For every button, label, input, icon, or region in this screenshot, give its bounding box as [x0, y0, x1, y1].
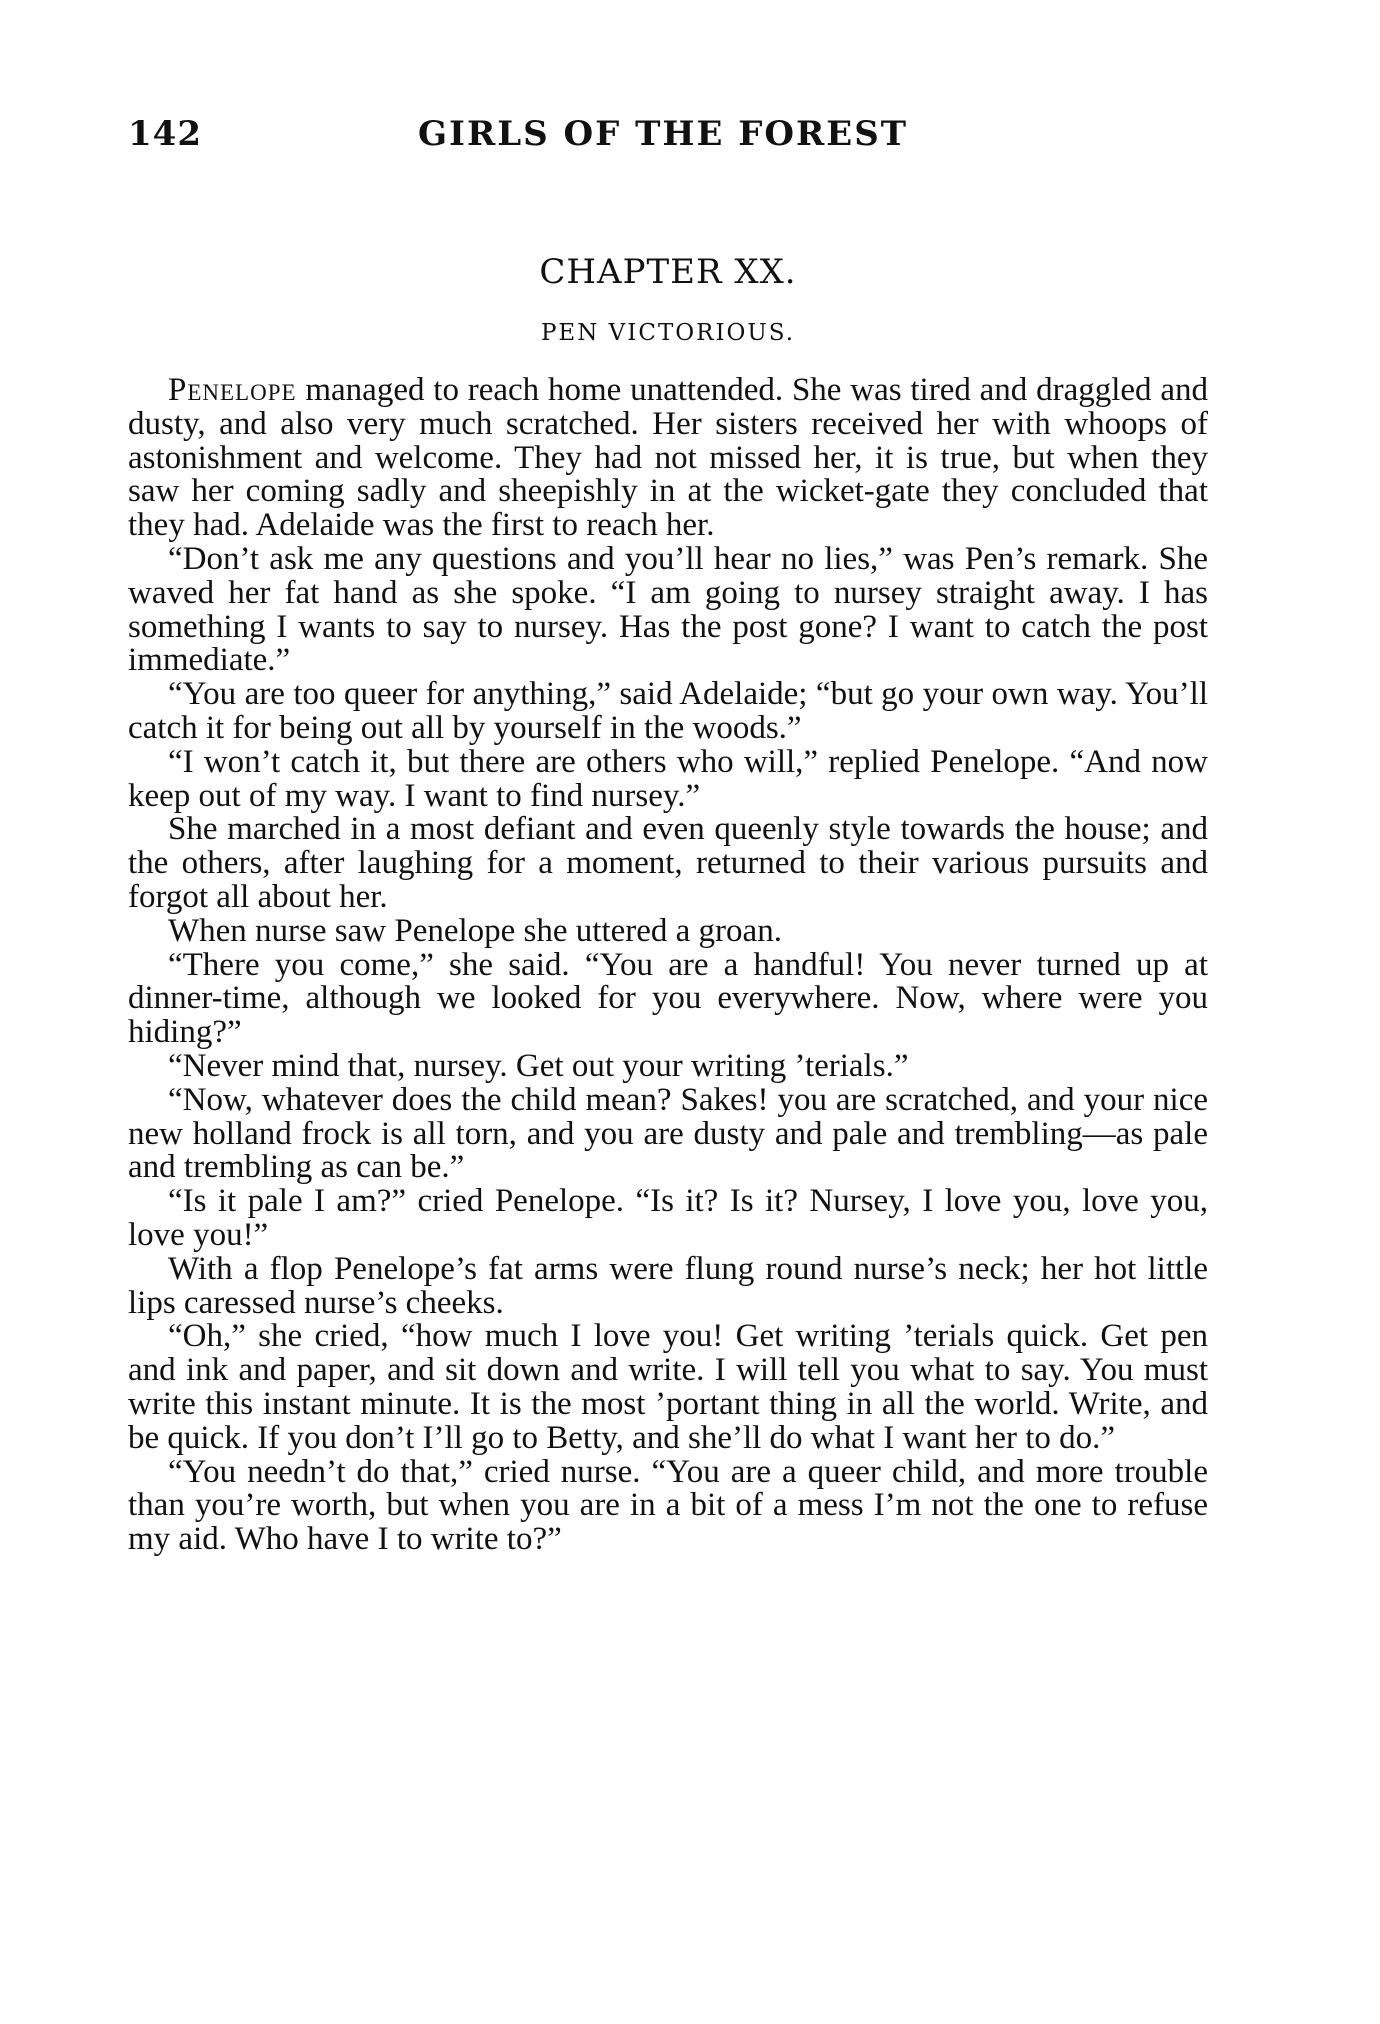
book-page	[128, 108, 1208, 1557]
paragraph: When nurse saw Penelope she uttered a groan.	[168, 912, 782, 949]
chapter-subtitle: PEN VICTORIOUS.	[540, 320, 796, 346]
paragraph: She marched in a most defiant and even queenly style towards the house; and the others, after laughing for a moment, returned to their various pursuits and forgot all about her.	[128, 811, 1208, 915]
paragraph-lead-word: Penelope	[168, 372, 297, 408]
chapter-body	[128, 374, 1208, 1557]
paragraph: “You are too queer for anything,” said Adelaide; “but go your own way. You’ll catch it for being out all by yourself in the woods.”	[128, 676, 1208, 746]
paragraph: “Don’t ask me any questions and you’ll hear no lies,” was Pen’s remark. She waved her fat hand as she spoke. “I am going to nursey straight away. I has something I wants to say to nursey. Has the post gone? I want to catch the post immediate.”	[128, 540, 1208, 679]
paragraph: “You needn’t do that,” cried nurse. “You are a queer child, and more trouble than you’re worth, but when you are in a bit of a mess I’m not the one to refuse my aid. Who have I to write to?”	[128, 1453, 1208, 1558]
running-header	[128, 108, 1208, 160]
page-number: 142	[128, 114, 202, 154]
paragraph: “Is it pale I am?” cried Penelope. “Is it? Is it? Nursey, I love you, love you, love you!”	[128, 1183, 1208, 1253]
paragraph: “Now, whatever does the child mean? Sakes! you are scratched, and your nice new holland frock is all torn, and you are dusty and pale and trembling—as pale and trembling as can be.”	[128, 1081, 1208, 1186]
book-title: GIRLS OF THE FOREST	[418, 114, 909, 154]
paragraph: “Oh,” she cried, “how much I love you! Get writing ’terials quick. Get pen and ink and paper, and sit down and write. I will tell you what to say. You must write this instant minute. It is the most ’portant thing in all the world. Write, and be quick. If you don’t I’ll go to Betty, and she’ll do what I want her to do.”	[128, 1318, 1208, 1456]
paragraph: “There you come,” she said. “You are a handful! You never turned up at dinner-time, although we looked for you everywhere. Now, where were you hiding?”	[128, 946, 1208, 1051]
paragraph: Penelope managed to reach home unattended. She was tired and draggled and dusty, and also very much scratched. Her sisters received her with whoops of astonishment and welcome. They had not missed her, it is true, but when they saw her coming sadly and sheepishly in at the wicket-gate they concluded that they had. Adelaide was the first to reach her.	[128, 372, 1208, 544]
paragraph: “Never mind that, nursey. Get out your writing ’terials.”	[168, 1047, 909, 1084]
paragraph: With a flop Penelope’s fat arms were flung round nurse’s neck; her hot little lips caressed nurse’s cheeks.	[128, 1250, 1208, 1321]
paragraph: “I won’t catch it, but there are others who will,” replied Penelope. “And now keep out of my way. I want to find nursey.”	[128, 743, 1208, 814]
chapter-title: CHAPTER XX.	[539, 252, 797, 292]
